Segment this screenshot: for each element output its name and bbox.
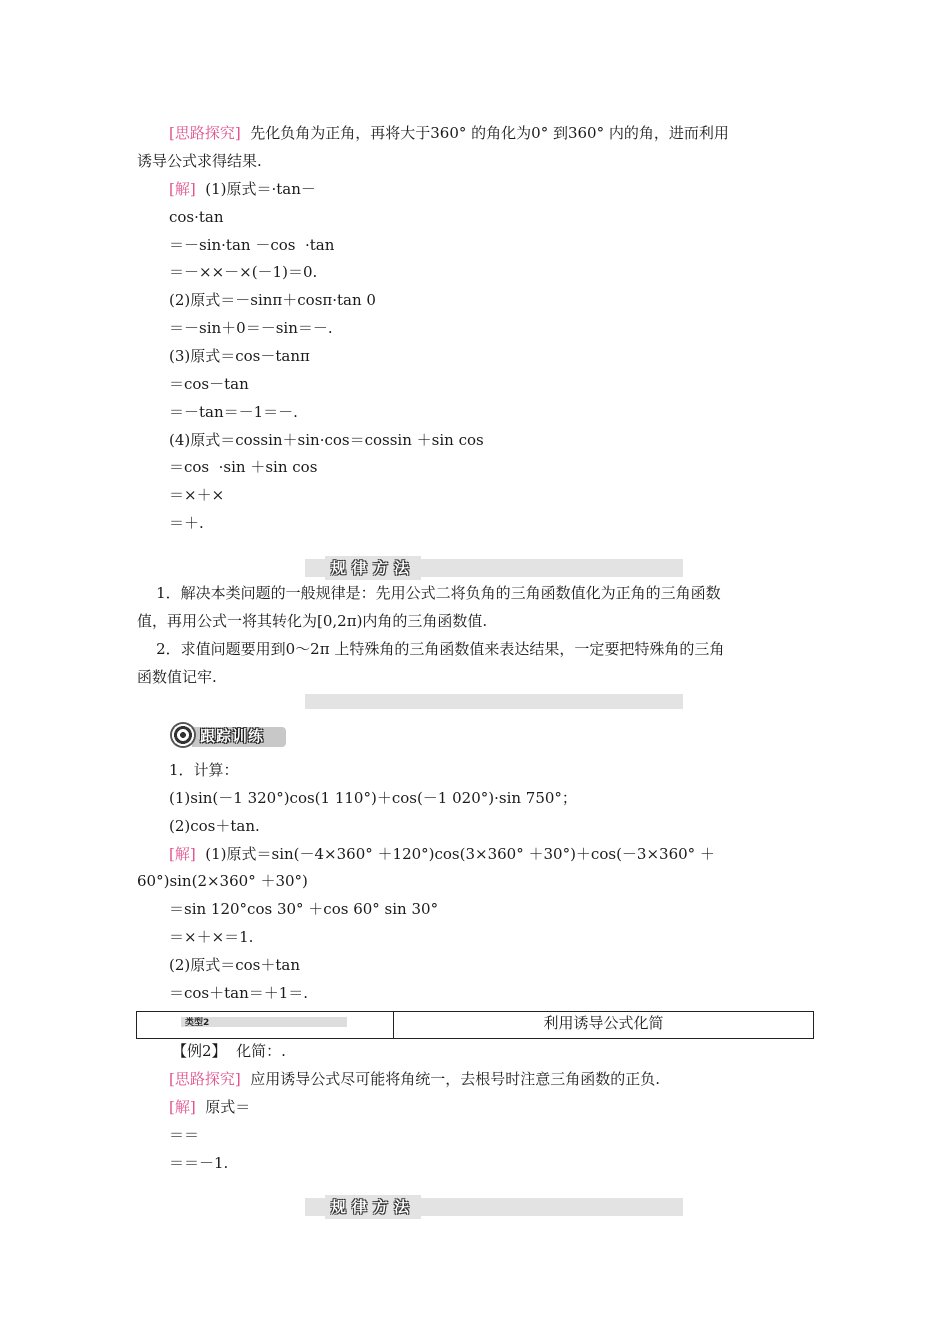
track-training-label: 跟踪训练 bbox=[200, 727, 265, 745]
example-heading: 【例2】 化简：. bbox=[172, 1042, 286, 1060]
solution-tag: [解] bbox=[169, 845, 196, 863]
math-line: ＝cos＋tan＝＋1＝. bbox=[169, 984, 309, 1002]
method-banner bbox=[305, 559, 683, 577]
target-icon bbox=[170, 722, 196, 748]
method-banner-label: 规律方法 bbox=[325, 556, 421, 580]
math-line: ＝＝ bbox=[169, 1126, 200, 1144]
solution-tag: [解] bbox=[169, 180, 196, 198]
divider-bar bbox=[305, 694, 683, 709]
method-banner bbox=[305, 1198, 683, 1216]
math-line: ＝＋. bbox=[169, 514, 204, 532]
math-line: (4)原式＝cossin＋sin·cos＝cossin ＋sin cos bbox=[169, 431, 484, 449]
solution-wrap: 60°)sin(2×360° ＋30°) bbox=[137, 872, 308, 890]
think-text-wrap: 诱导公式求得结果. bbox=[137, 152, 262, 170]
math-line: cos·tan bbox=[169, 208, 224, 226]
solution-first: (1)原式＝·tan－ bbox=[195, 180, 316, 198]
track-training-heading bbox=[170, 722, 290, 750]
solution-first: (1)原式＝sin(－4×360° ＋120°)cos(3×360° ＋30°)＋cos(－3×360° ＋ bbox=[195, 845, 715, 863]
math-line: ＝－sin＋0＝－sin＝－. bbox=[169, 319, 333, 337]
math-line: ＝－sin·tan －cos ·tan bbox=[169, 236, 335, 254]
think-line bbox=[169, 1069, 660, 1089]
method-paragraph-wrap: 函数值记牢. bbox=[137, 668, 217, 686]
method-paragraph: 1．解决本类问题的一般规律是：先用公式二将负角的三角函数值化为正角的三角函数 bbox=[137, 584, 721, 602]
solution-tag: [解] bbox=[169, 1098, 196, 1116]
solution-first: 原式＝ bbox=[195, 1098, 251, 1116]
think-text: 应用诱导公式尽可能将角统一，去根号时注意三角函数的正负. bbox=[240, 1070, 661, 1088]
math-line: ＝＝－1. bbox=[169, 1154, 229, 1172]
method-paragraph-wrap: 值，再用公式一将其转化为[0,2π)内角的三角函数值. bbox=[137, 612, 488, 630]
math-line: ＝×＋× bbox=[169, 486, 225, 504]
solution-line bbox=[169, 179, 316, 199]
math-line: (3)原式＝cos－tanπ bbox=[169, 347, 310, 365]
type-tag-strip bbox=[181, 1017, 347, 1027]
math-line: ＝cos ·sin ＋sin cos bbox=[169, 458, 318, 476]
math-line: ＝×＋×＝1. bbox=[169, 928, 254, 946]
think-tag: [思路探究] bbox=[169, 124, 241, 142]
method-paragraph: 2．求值问题要用到0～2π 上特殊角的三角函数值来表达结果，一定要把特殊角的三角 bbox=[137, 640, 725, 658]
math-line: ＝－tan＝－1＝－. bbox=[169, 403, 298, 421]
think-tag: [思路探究] bbox=[169, 1070, 241, 1088]
question-part: (1)sin(－1 320°)cos(1 110°)＋cos(－1 020°)·sin 750°； bbox=[169, 789, 577, 807]
question-part: (2)cos＋tan. bbox=[169, 817, 260, 835]
think-text: 先化负角为正角，再将大于360° 的角化为0° 到360° 内的角，进而利用 bbox=[240, 124, 729, 142]
solution-line bbox=[169, 844, 715, 864]
math-line: (2)原式＝cos＋tan bbox=[169, 956, 301, 974]
type-tag: 类型2 bbox=[185, 1018, 210, 1028]
math-line: ＝sin 120°cos 30° ＋cos 60° sin 30° bbox=[169, 900, 439, 918]
type-tag-cell bbox=[137, 1012, 394, 1038]
think-line bbox=[169, 123, 729, 143]
math-line: (2)原式＝－sinπ＋cosπ·tan 0 bbox=[169, 291, 376, 309]
method-banner-label: 规律方法 bbox=[325, 1195, 421, 1219]
math-line: ＝cos－tan bbox=[169, 375, 249, 393]
solution-line bbox=[169, 1097, 250, 1117]
type-title: 利用诱导公式化简 bbox=[543, 1014, 664, 1032]
math-line: ＝－××－×(－1)＝0. bbox=[169, 263, 318, 281]
question: 1．计算： bbox=[169, 761, 239, 779]
type-header-table bbox=[136, 1011, 814, 1039]
